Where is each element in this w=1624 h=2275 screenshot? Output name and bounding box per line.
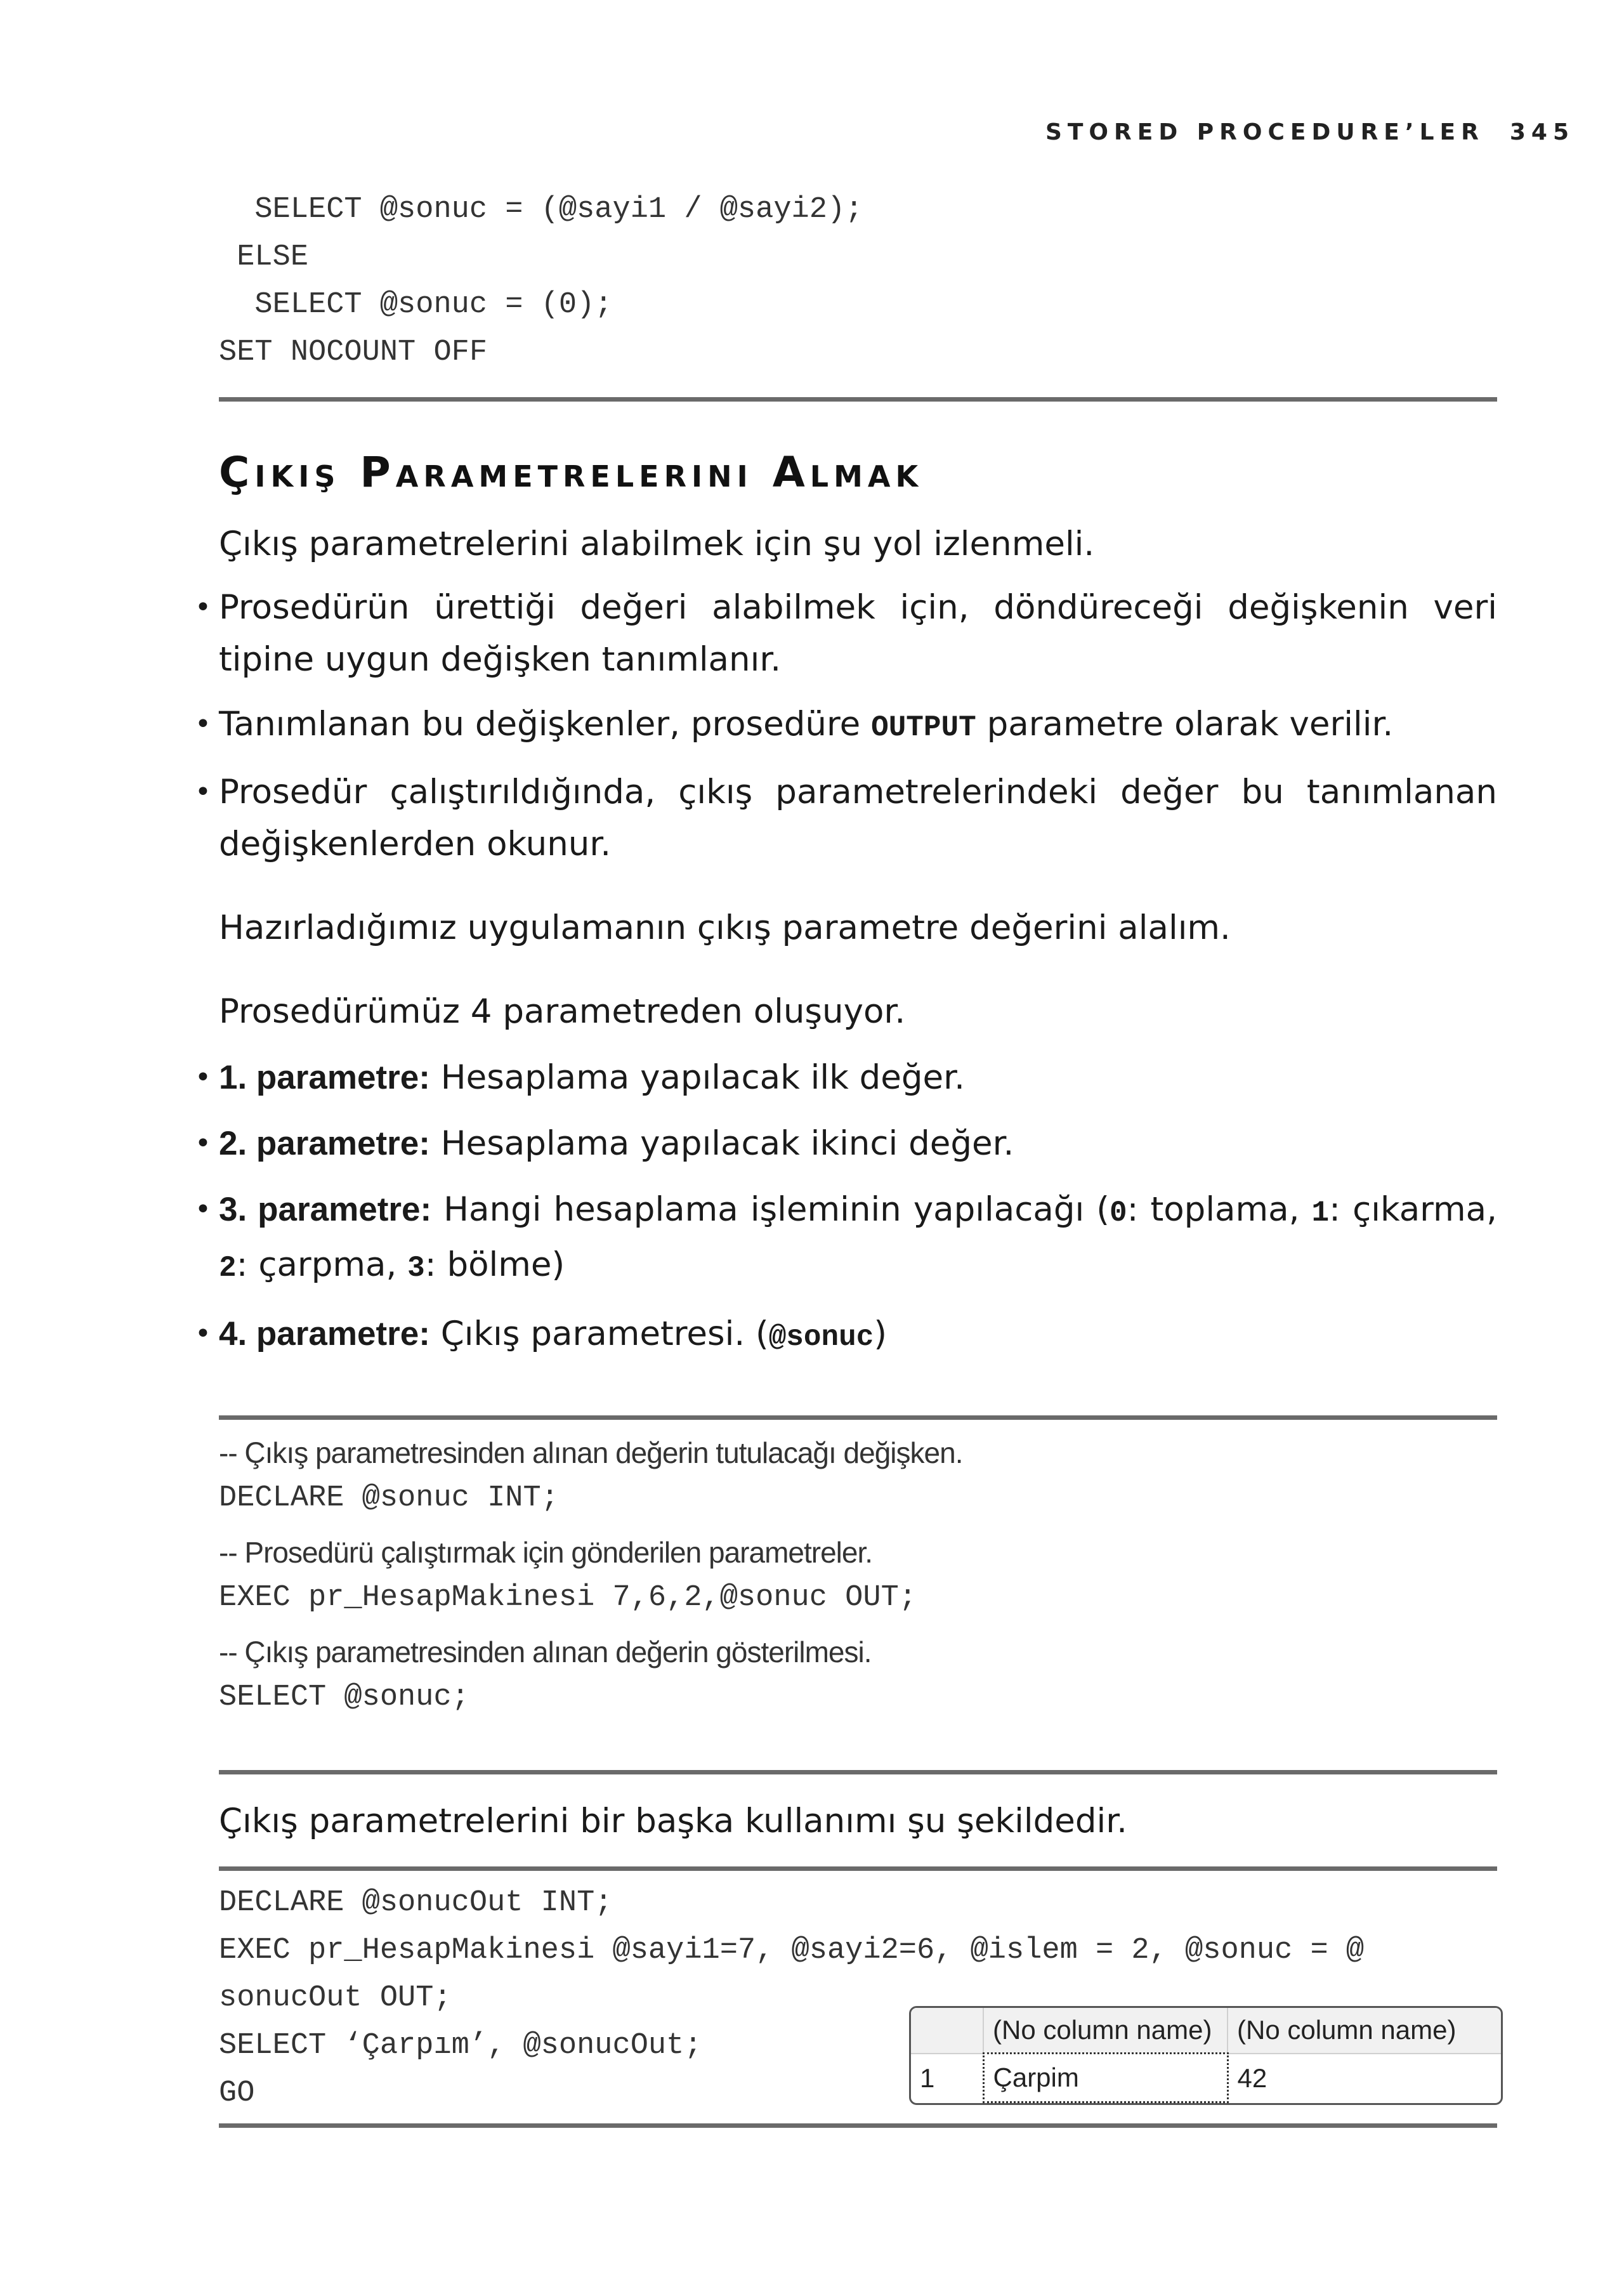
code-block-rule xyxy=(219,1770,1497,1774)
list-item xyxy=(219,698,1497,754)
parameter-list xyxy=(219,1052,1497,1363)
inline-code: 0 xyxy=(1109,1197,1127,1229)
code-line: SELECT @sonuc = (0); xyxy=(219,288,613,322)
column-header: (No column name) xyxy=(983,2008,1228,2054)
query-result-grid xyxy=(909,2006,1503,2105)
code-line: SELECT @sonuc = (@sayi1 / @sayi2); xyxy=(219,193,863,226)
inline-code: OUTPUT xyxy=(871,711,976,744)
param-label: 1. parametre: xyxy=(219,1059,430,1096)
code-block-rule xyxy=(219,1415,1497,1420)
paragraph: Hazırladığımız uygulamanın çıkış parametre değerini alalım. xyxy=(219,908,1231,947)
code-line: GO xyxy=(219,2076,255,2110)
result-cell: Çarpim xyxy=(983,2054,1228,2102)
code-line: SELECT @sonuc; xyxy=(219,1681,469,1714)
code-line: SET NOCOUNT OFF xyxy=(219,336,488,369)
param-text: Hesaplama yapılacak ilk değer. xyxy=(429,1058,965,1097)
list-item-text: Tanımlanan bu değişkenler, prosedüre xyxy=(219,705,872,744)
param-label: 2. parametre: xyxy=(219,1125,430,1162)
column-header: (No column name) xyxy=(1228,2008,1501,2054)
running-header-title: STORED PROCEDURE’LER xyxy=(1045,119,1484,145)
page-number: 345 xyxy=(1509,119,1575,145)
code-comment: -- Çıkış parametresinden alınan değerin tutulacağı değişken. xyxy=(219,1436,963,1469)
code-block-rule xyxy=(219,2123,1497,2128)
code-line: DECLARE @sonuc INT; xyxy=(219,1481,559,1515)
code-line: EXEC pr_HesapMakinesi 7,6,2,@sonuc OUT; xyxy=(219,1581,917,1615)
list-item xyxy=(219,1118,1497,1170)
code-comment: -- Prosedürü çalıştırmak için gönderilen parametreler. xyxy=(219,1536,873,1569)
list-item xyxy=(219,1308,1497,1363)
code-line: EXEC pr_HesapMakinesi @sayi1=7, @sayi2=6, @islem = 2, @sonuc = @ xyxy=(219,1934,1365,1967)
table-header-row xyxy=(911,2008,1501,2054)
param-text: : bölme) xyxy=(424,1245,565,1284)
steps-list xyxy=(219,582,1497,870)
code-block-middle xyxy=(219,1431,962,1721)
param-text: Çıkış parametresi. ( xyxy=(429,1315,769,1353)
param-text: : toplama, xyxy=(1127,1190,1312,1229)
list-item-text: Prosedür çalıştırıldığında, çıkış parametrelerindeki değer bu tanımlanan değişkenlerden okunur. xyxy=(219,773,1497,863)
list-item-text: parametre olarak verilir. xyxy=(976,705,1394,744)
code-line: sonucOut OUT; xyxy=(219,1981,452,2015)
row-number-header xyxy=(911,2008,983,2054)
list-item xyxy=(219,582,1497,686)
param-label: 4. parametre: xyxy=(219,1315,430,1353)
list-item xyxy=(219,1052,1497,1104)
section-body xyxy=(219,518,1497,1376)
param-text: : çarpma, xyxy=(236,1245,408,1284)
code-line: SELECT ‘Çarpım’, @sonucOut; xyxy=(219,2029,702,2062)
inline-code: 2 xyxy=(219,1252,237,1285)
code-comment: -- Çıkış parametresinden alınan değerin gösterilmesi. xyxy=(219,1636,872,1669)
intro-paragraph: Çıkış parametrelerini alabilmek için şu yol izlenmeli. xyxy=(219,525,1095,563)
list-item xyxy=(219,766,1497,870)
code-block-rule xyxy=(219,397,1497,402)
table-row xyxy=(911,2054,1501,2102)
list-item xyxy=(219,1184,1497,1294)
param-text: ) xyxy=(874,1315,887,1353)
param-label: 3. parametre: xyxy=(219,1191,432,1228)
inline-code: 3 xyxy=(407,1252,425,1285)
inline-code: 1 xyxy=(1311,1197,1330,1229)
row-number: 1 xyxy=(911,2054,983,2102)
code-block-top xyxy=(219,186,863,376)
param-text: : çıkarma, xyxy=(1329,1190,1497,1229)
param-text: Hesaplama yapılacak ikinci değer. xyxy=(429,1124,1014,1163)
paragraph: Çıkış parametrelerini bir başka kullanımı şu şekildedir. xyxy=(219,1802,1127,1840)
param-text: Hangi hesaplama işleminin yapılacağı ( xyxy=(431,1190,1110,1229)
code-line: DECLARE @sonucOut INT; xyxy=(219,1886,613,1920)
code-block-rule xyxy=(219,1866,1497,1871)
result-cell: 42 xyxy=(1237,2062,1267,2093)
paragraph: Prosedürümüz 4 parametreden oluşuyor. xyxy=(219,992,906,1031)
inline-code: @sonuc xyxy=(768,1321,874,1354)
code-line: ELSE xyxy=(219,240,309,274)
list-item-text: Prosedürün ürettiği değeri alabilmek için, döndüreceği değişkenin veri tipine uygun değişken tanımlanır. xyxy=(219,588,1497,679)
running-header xyxy=(1045,119,1575,145)
section-title: Çıkış Parametrelerini Almak xyxy=(219,448,924,497)
result-table xyxy=(911,2008,1501,2103)
